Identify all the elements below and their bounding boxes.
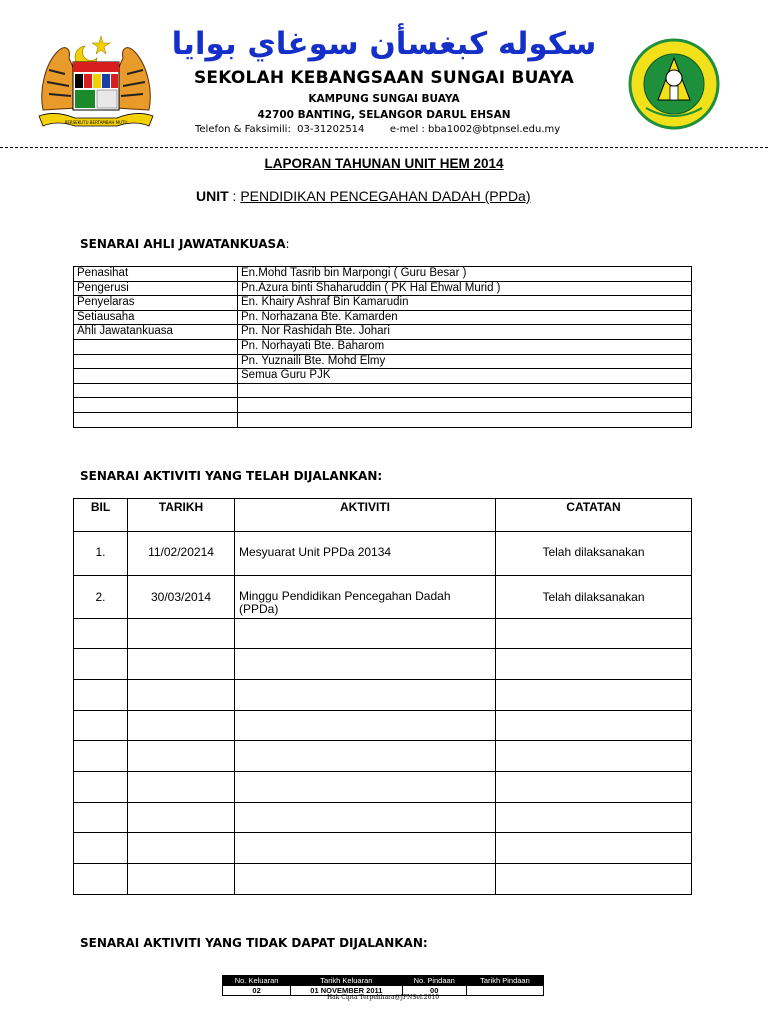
cell-tarikh: 11/02/20214 (128, 532, 235, 576)
table-row (74, 339, 692, 354)
committee-member-name: Pn. Norhayati Bte. Baharom (238, 339, 692, 354)
empty-cell (128, 833, 235, 864)
committee-member-name (238, 398, 692, 413)
empty-cell (74, 864, 128, 895)
committee-role: Pengerusi (74, 281, 238, 296)
committee-member-name (238, 383, 692, 398)
empty-cell (128, 679, 235, 710)
empty-cell (235, 802, 496, 833)
column-header-tarikh: TARIKH (128, 499, 235, 532)
cell-bil: 1. (74, 532, 128, 576)
doc-value-tarikh-keluaran: 01 NOVEMBER 2011 (291, 986, 402, 996)
unit-line (196, 188, 531, 204)
cell-bil: 2. (74, 575, 128, 618)
table-row (74, 267, 692, 282)
empty-cell (235, 771, 496, 802)
column-header-catatan: CATATAN (496, 499, 692, 532)
school-name-jawi: سكوله كبغسأن سوغاي بوايا (171, 26, 597, 62)
doc-header-no-keluaran: No. Keluaran (223, 976, 291, 986)
committee-role: Penyelaras (74, 296, 238, 311)
empty-cell (74, 649, 128, 680)
doc-header-tarikh-keluaran: Tarikh Keluaran (291, 976, 402, 986)
doc-header-no-pindaan: No. Pindaan (402, 976, 466, 986)
empty-cell (496, 802, 692, 833)
committee-role (74, 354, 238, 369)
empty-cell (128, 741, 235, 772)
svg-text:BERSEKUTU BERTAMBAH MUTU: BERSEKUTU BERTAMBAH MUTU (64, 120, 128, 125)
table-row (74, 575, 692, 618)
contact-line: Telefon & Faksimili: 03-31202514 e-mel : bba1002@btpnsel.edu.my (195, 124, 561, 135)
empty-cell (74, 741, 128, 772)
committee-role (74, 339, 238, 354)
empty-cell (235, 864, 496, 895)
doc-header-tarikh-pindaan: Tarikh Pindaan (466, 976, 543, 986)
table-row (74, 649, 692, 680)
empty-cell (128, 864, 235, 895)
empty-cell (74, 802, 128, 833)
cell-catatan: Telah dilaksanakan (496, 575, 692, 618)
table-row (74, 412, 692, 427)
table-row (74, 281, 692, 296)
empty-cell (496, 741, 692, 772)
doc-value-no-keluaran: 02 (223, 986, 291, 996)
table-row (74, 296, 692, 311)
table-row (74, 864, 692, 895)
table-row (74, 383, 692, 398)
committee-role: Ahli Jawatankuasa (74, 325, 238, 340)
committee-member-name: En. Khairy Ashraf Bin Kamarudin (238, 296, 692, 311)
empty-cell (128, 710, 235, 741)
committee-member-name (238, 412, 692, 427)
empty-cell (235, 679, 496, 710)
column-header-aktiviti: AKTIVITI (235, 499, 496, 532)
table-row (74, 679, 692, 710)
address-line-2: 42700 BANTING, SELANGOR DARUL EHSAN (257, 109, 511, 121)
empty-cell (128, 649, 235, 680)
table-row (74, 833, 692, 864)
committee-member-name: Pn. Norhazana Bte. Kamarden (238, 310, 692, 325)
table-row (74, 325, 692, 340)
empty-cell (74, 618, 128, 649)
cell-tarikh: 30/03/2014 (128, 575, 235, 618)
committee-role (74, 398, 238, 413)
table-row (74, 802, 692, 833)
table-row (74, 771, 692, 802)
committee-member-name: En.Mohd Tasrib bin Marpongi ( Guru Besar ) (238, 267, 692, 282)
empty-cell (235, 833, 496, 864)
doc-value-no-pindaan: 00 (402, 986, 466, 996)
empty-cell (74, 833, 128, 864)
empty-cell (74, 710, 128, 741)
report-title: LAPORAN TAHUNAN UNIT HEM 2014 (264, 156, 504, 171)
committee-heading (80, 237, 290, 251)
activities-done-heading: SENARAI AKTIVITI YANG TELAH DIJALANKAN: (80, 469, 383, 483)
unit-separator: : (228, 188, 241, 204)
table-row (74, 532, 692, 576)
empty-cell (74, 679, 128, 710)
empty-cell (235, 618, 496, 649)
unit-value: PENDIDIKAN PENCEGAHAN DADAH (PPDa) (240, 188, 531, 204)
table-row (74, 618, 692, 649)
table-row (74, 398, 692, 413)
table-row (74, 310, 692, 325)
empty-cell (235, 741, 496, 772)
copyright-notice: Hak Cipta Terpelihara@JPNSel.2010 (326, 994, 440, 1001)
committee-member-name: Pn. Nor Rashidah Bte. Johari (238, 325, 692, 340)
empty-cell (128, 802, 235, 833)
committee-role (74, 369, 238, 384)
table-row (74, 710, 692, 741)
empty-cell (496, 649, 692, 680)
coat-of-arms-logo (35, 30, 157, 130)
empty-cell (496, 618, 692, 649)
committee-member-name: Pn. Yuznaili Bte. Mohd Elmy (238, 354, 692, 369)
committee-role (74, 383, 238, 398)
committee-role: Setiausaha (74, 310, 238, 325)
empty-cell (496, 679, 692, 710)
activities-not-done-heading: SENARAI AKTIVITI YANG TIDAK DAPAT DIJALANKAN: (80, 936, 428, 950)
committee-heading-colon: : (285, 237, 290, 251)
empty-cell (496, 710, 692, 741)
committee-member-name: Semua Guru PJK (238, 369, 692, 384)
school-name: SEKOLAH KEBANGSAAN SUNGAI BUAYA (193, 68, 575, 88)
unit-label: UNIT (196, 188, 229, 204)
empty-cell (496, 833, 692, 864)
committee-role (74, 412, 238, 427)
table-row (74, 354, 692, 369)
empty-cell (235, 710, 496, 741)
committee-member-name: Pn.Azura binti Shaharuddin ( PK Hal Ehwal Murid ) (238, 281, 692, 296)
empty-cell (235, 649, 496, 680)
committee-role: Penasihat (74, 267, 238, 282)
empty-cell (128, 771, 235, 802)
header-divider (0, 147, 768, 148)
cell-aktiviti: Mesyuarat Unit PPDa 20134 (235, 532, 496, 576)
empty-cell (496, 864, 692, 895)
committee-heading-text: SENARAI AHLI JAWATANKUASA (80, 237, 286, 251)
document-control-table (222, 975, 544, 996)
committee-table (73, 266, 692, 428)
activities-table (73, 498, 692, 895)
cell-catatan: Telah dilaksanakan (496, 532, 692, 576)
empty-cell (496, 771, 692, 802)
cell-aktiviti: Minggu Pendidikan Pencegahan Dadah (PPDa) (235, 575, 496, 618)
table-row (74, 369, 692, 384)
column-header-bil: BIL (74, 499, 128, 532)
empty-cell (128, 618, 235, 649)
table-row (74, 741, 692, 772)
address-line-1: KAMPUNG SUNGAI BUAYA (308, 93, 460, 105)
empty-cell (74, 771, 128, 802)
school-badge-logo (628, 38, 720, 130)
